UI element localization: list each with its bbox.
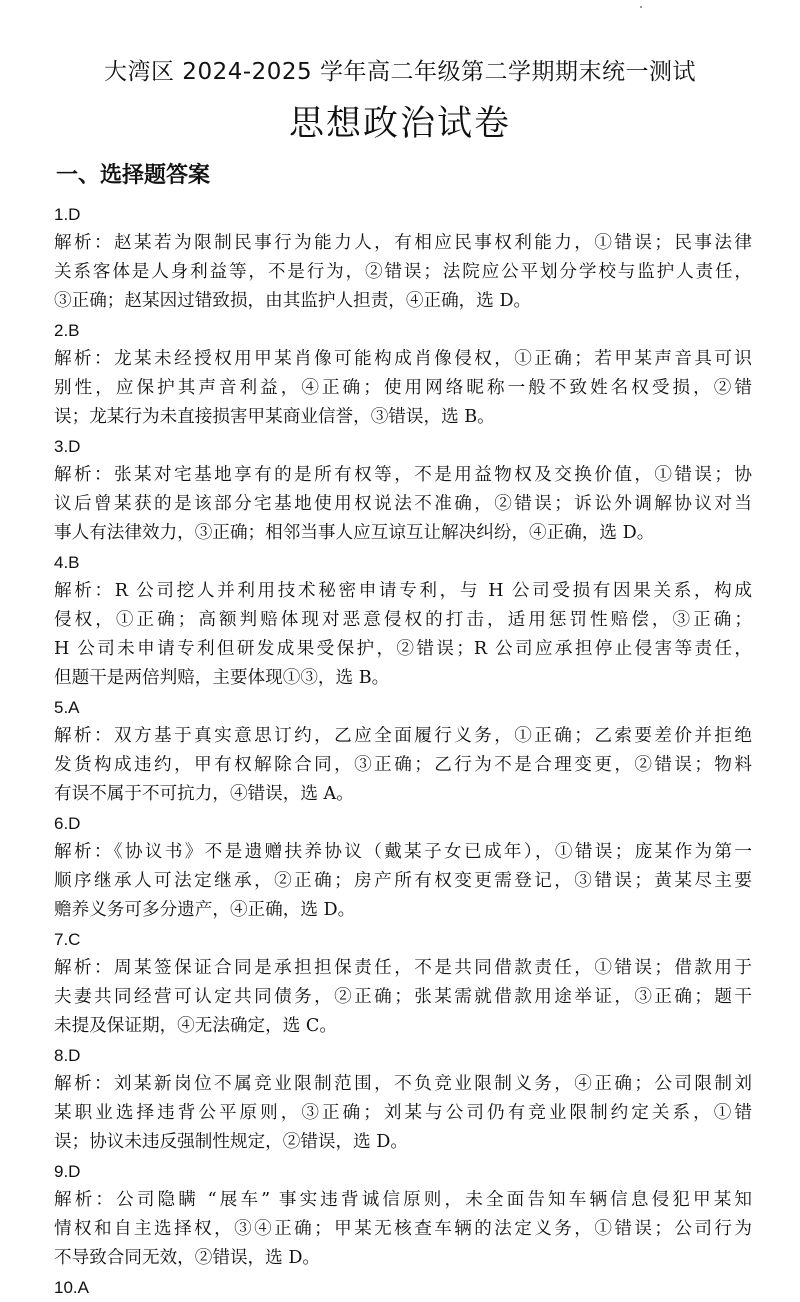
explanation-line: 事人有法律效力，③正确；相邻当事人应互谅互让解决纠纷，④正确，选 D。	[54, 523, 655, 543]
explanation-line: 解析：R 公司挖人并利用技术秘密申请专利，与 H 公司受损有因果关系，构成	[54, 581, 752, 601]
explanation-line: 某职业选择违背公平原则，③正确；刘某与公司仍有竞业限制约定关系，①错	[54, 1103, 752, 1123]
answer-number: 10.A	[54, 1278, 89, 1297]
answer-number: 9.D	[54, 1162, 81, 1181]
answer-item	[54, 809, 752, 925]
explanation-line: 不导致合同无效，②错误，选 D。	[54, 1248, 321, 1268]
answer-number: 5.A	[54, 698, 80, 717]
explanation-line: 发货构成违约，甲有权解除合同，③正确；乙行为不是合理变更，②错误；物料	[54, 755, 752, 775]
explanation-line: ③正确；赵某因过错致损，由其监护人担责，④正确，选 D。	[54, 291, 532, 311]
answer-number: 8.D	[54, 1046, 81, 1065]
explanation-line: 解析：刘某新岗位不属竞业限制范围，不负竞业限制义务，④正确；公司限制刘	[54, 1074, 752, 1094]
explanation-line: 解析：龙某未经授权用甲某肖像可能构成肖像侵权，①正确；若甲某声音具可识	[54, 349, 752, 369]
explanation-line: H 公司未申请专利但研发成果受保护，②错误；R 公司应承担停止侵害等责任，	[54, 639, 752, 659]
answer-item	[54, 1273, 752, 1302]
section-heading: 一、选择题答案	[56, 163, 211, 188]
exam-subtitle: 大湾区 2024-2025 学年高二年级第二学期期末统一测试	[104, 59, 696, 85]
answer-number: 6.D	[54, 814, 81, 833]
answer-item	[54, 1041, 752, 1157]
explanation-line: 误；协议未违反强制性规定，②错误，选 D。	[54, 1132, 408, 1152]
explanation-line: 关系客体是人身利益等，不是行为，②错误；法院应公平划分学校与监护人责任，	[54, 262, 752, 282]
exam-title: 思想政治试卷	[288, 104, 511, 144]
explanation-line: 解析：《协议书》不是遗赠扶养协议（戴某子女已成年），①错误；庞某作为第一	[54, 842, 752, 862]
answer-number: 4.B	[54, 553, 80, 572]
explanation-line: 解析：公司隐瞒 “展车” 事实违背诚信原则，未全面告知车辆信息侵犯甲某知	[54, 1190, 752, 1210]
answer-item	[54, 316, 752, 432]
scan-speck	[640, 6, 642, 8]
explanation-line: 但题干是两倍判赔，主要体现①③，选 B。	[54, 668, 390, 688]
answer-item	[54, 432, 752, 548]
answer-number: 1.D	[54, 205, 81, 224]
explanation-line: 情权和自主选择权，③④正确；甲某无核查车辆的法定义务，①错误；公司行为	[54, 1219, 752, 1239]
answer-item	[54, 200, 752, 316]
explanation-line: 解析：张某对宅基地享有的是所有权等，不是用益物权及交换价值，①错误；协	[54, 465, 752, 485]
answer-item	[54, 693, 752, 809]
explanation-line: 侵权，①正确；高额判赔体现对恶意侵权的打击，适用惩罚性赔偿，③正确；	[54, 610, 752, 630]
answer-item	[54, 1157, 752, 1273]
explanation-line: 未提及保证期，④无法确定，选 C。	[54, 1016, 337, 1036]
explanation-line: 议后曾某获的是该部分宅基地使用权说法不准确，②错误；诉讼外调解协议对当	[54, 494, 752, 514]
explanation-line: 顺序继承人可法定继承，②正确；房产所有权变更需登记，③错误；黄某尽主要	[54, 871, 752, 891]
answer-item	[54, 925, 752, 1041]
explanation-line: 赡养义务可多分遗产，④正确，选 D。	[54, 900, 356, 920]
answer-number: 2.B	[54, 321, 80, 340]
answer-number: 3.D	[54, 437, 81, 456]
explanation-line: 误；龙某行为未直接损害甲某商业信誉，③错误，选 B。	[54, 407, 495, 427]
explanation-line: 夫妻共同经营可认定共同债务，②正确；张某需就借款用途举证，③正确；题干	[54, 987, 752, 1007]
explanation-line: 解析：双方基于真实意思订约，乙应全面履行义务，①正确；乙索要差价并拒绝	[54, 726, 752, 746]
explanation-line: 别性，应保护其声音利益，④正确；使用网络昵称一般不致姓名权受损，②错	[54, 378, 752, 398]
explanation-line: 解析：赵某若为限制民事行为能力人，有相应民事权利能力，①错误；民事法律	[54, 233, 752, 253]
explanation-line: 解析：周某签保证合同是承担担保责任，不是共同借款责任，①错误；借款用于	[54, 958, 752, 978]
answer-number: 7.C	[54, 930, 81, 949]
explanation-line: 有误不属于不可抗力，④错误，选 A。	[54, 784, 354, 804]
answer-list	[54, 200, 752, 1302]
answer-item	[54, 548, 752, 693]
